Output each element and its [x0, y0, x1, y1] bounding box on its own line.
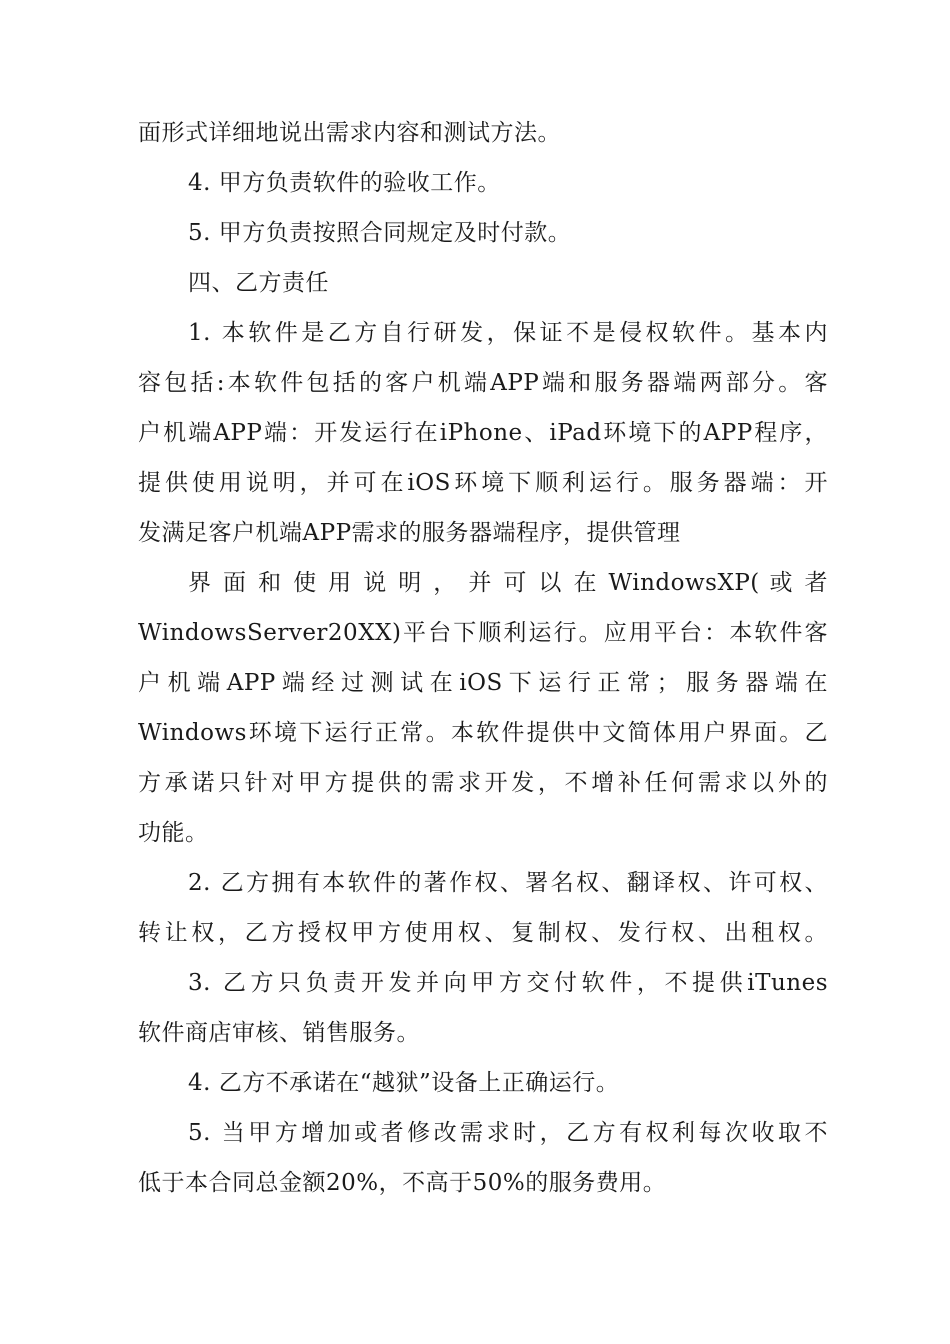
text-line: 方承诺只针对甲方提供的需求开发，不增补任何需求以外的: [138, 770, 828, 796]
text-line: 发满足客户机端APP需求的服务器端程序，提供管理: [138, 520, 681, 546]
text-line: 容包括:本软件包括的客户机端APP端和服务器端两部分。客: [138, 370, 828, 396]
text-line: 户机端APP端经过测试在iOS下运行正常；服务器端在: [138, 670, 828, 696]
text-line: 面形式详细地说出需求内容和测试方法。: [138, 120, 561, 146]
list-item-text: 4. 乙方不承诺在“越狱”设备上正确运行。: [188, 1070, 620, 1096]
list-item-text: 5. 甲方负责按照合同规定及时付款。: [188, 220, 572, 246]
text-line: Windows环境下运行正常。本软件提供中文简体用户界面。乙: [138, 720, 828, 746]
text-line: 提供使用说明，并可在iOS环境下顺利运行。服务器端：开: [138, 470, 828, 496]
text-line: 低于本合同总金额20%，不高于50%的服务费用。: [138, 1170, 667, 1196]
list-item-text: 4. 甲方负责软件的验收工作。: [188, 170, 501, 196]
paragraph-text: 界 面 和 使 用 说 明 ， 并 可 以 在 WindowsXP( 或 者: [188, 570, 828, 596]
text-line: 软件商店审核、销售服务。: [138, 1020, 420, 1046]
list-item-text: 3. 乙方只负责开发并向甲方交付软件，不提供iTunes: [188, 970, 828, 996]
list-item-text: 1. 本软件是乙方自行研发，保证不是侵权软件。基本内: [188, 320, 828, 346]
list-item-text: 2. 乙方拥有本软件的著作权、署名权、翻译权、许可权、: [188, 870, 828, 896]
text-line: 户机端APP端：开发运行在iPhone、iPad环境下的APP程序，: [138, 420, 828, 446]
text-line: 功能。: [138, 820, 209, 846]
section-heading: 四、乙方责任: [188, 270, 329, 296]
text-line: 转让权，乙方授权甲方使用权、复制权、发行权、出租权。: [138, 920, 828, 946]
text-line: WindowsServer20XX)平台下顺利运行。应用平台：本软件客: [138, 620, 828, 646]
list-item-text: 5. 当甲方增加或者修改需求时，乙方有权利每次收取不: [188, 1120, 828, 1146]
